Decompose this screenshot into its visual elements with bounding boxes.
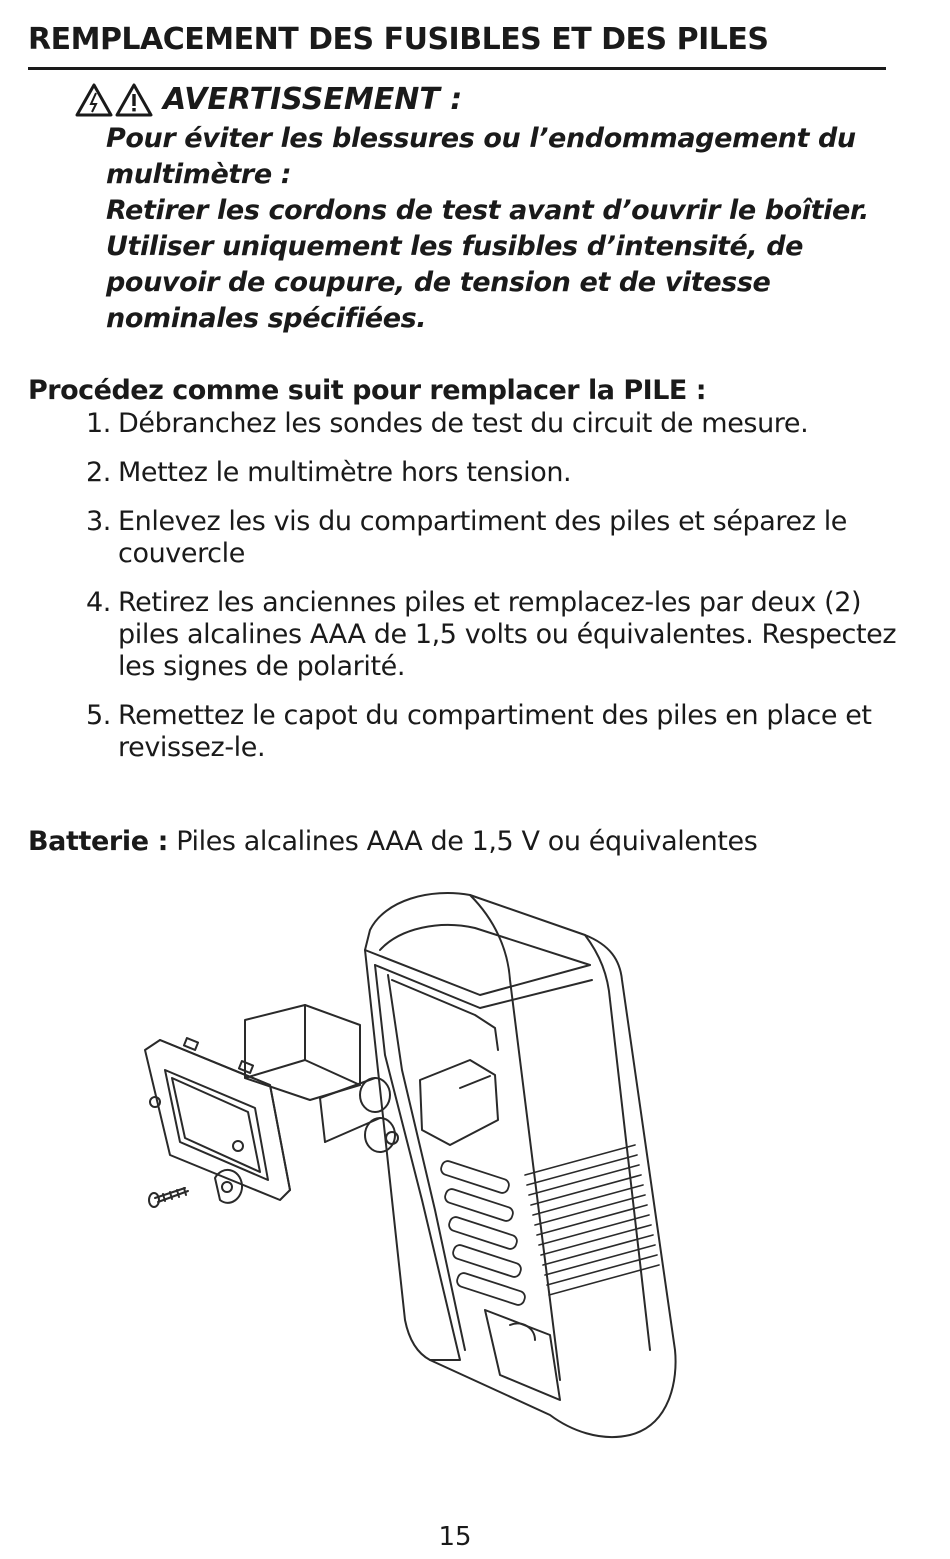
battery-replacement-illustration	[130, 880, 690, 1440]
list-item	[86, 457, 906, 489]
warning-title: AVERTISSEMENT :	[163, 82, 463, 117]
step-text: Enlevez les vis du compartiment des piles et séparez le couvercle	[118, 506, 848, 569]
step-number: 4.	[86, 587, 111, 618]
procedure-title: Procédez comme suit pour remplacer la PILE :	[28, 375, 707, 406]
step-number: 3.	[86, 506, 111, 537]
list-item	[86, 408, 906, 440]
page-number: 15	[438, 1522, 472, 1552]
warning-heading	[75, 82, 462, 117]
warning-line: Retirer les cordons de test avant d’ouvrir le boîtier. Utiliser uniquement les fusibles d’intensité, de pouvoir de coupure, de tension et de vitesse nominales spécifiées.	[106, 195, 869, 334]
battery-value: Piles alcalines AAA de 1,5 V ou équivalentes	[168, 826, 758, 857]
battery-label: Batterie :	[28, 826, 169, 857]
electric-hazard-icon	[75, 83, 113, 117]
list-item	[86, 587, 906, 683]
step-number: 1.	[86, 408, 111, 439]
step-text: Débranchez les sondes de test du circuit de mesure.	[118, 408, 809, 439]
warning-line: Pour éviter les blessures ou l’endommagement du multimètre :	[106, 123, 856, 190]
list-item	[86, 506, 906, 570]
step-number: 5.	[86, 700, 111, 731]
list-item	[86, 700, 906, 764]
title-divider	[28, 67, 886, 70]
warning-text	[106, 121, 896, 337]
step-text: Mettez le multimètre hors tension.	[118, 457, 572, 488]
step-text: Retirez les anciennes piles et remplacez-les par deux (2) piles alcalines AAA de 1,5 volts ou équivalentes. Respectez les signes de polarité.	[118, 587, 897, 682]
step-text: Remettez le capot du compartiment des piles en place et revissez-le.	[118, 700, 872, 763]
warning-triangle-icon	[115, 83, 153, 117]
procedure-steps	[86, 408, 906, 781]
battery-spec	[28, 826, 757, 857]
page-title: REMPLACEMENT DES FUSIBLES ET DES PILES	[28, 22, 769, 57]
step-number: 2.	[86, 457, 111, 488]
